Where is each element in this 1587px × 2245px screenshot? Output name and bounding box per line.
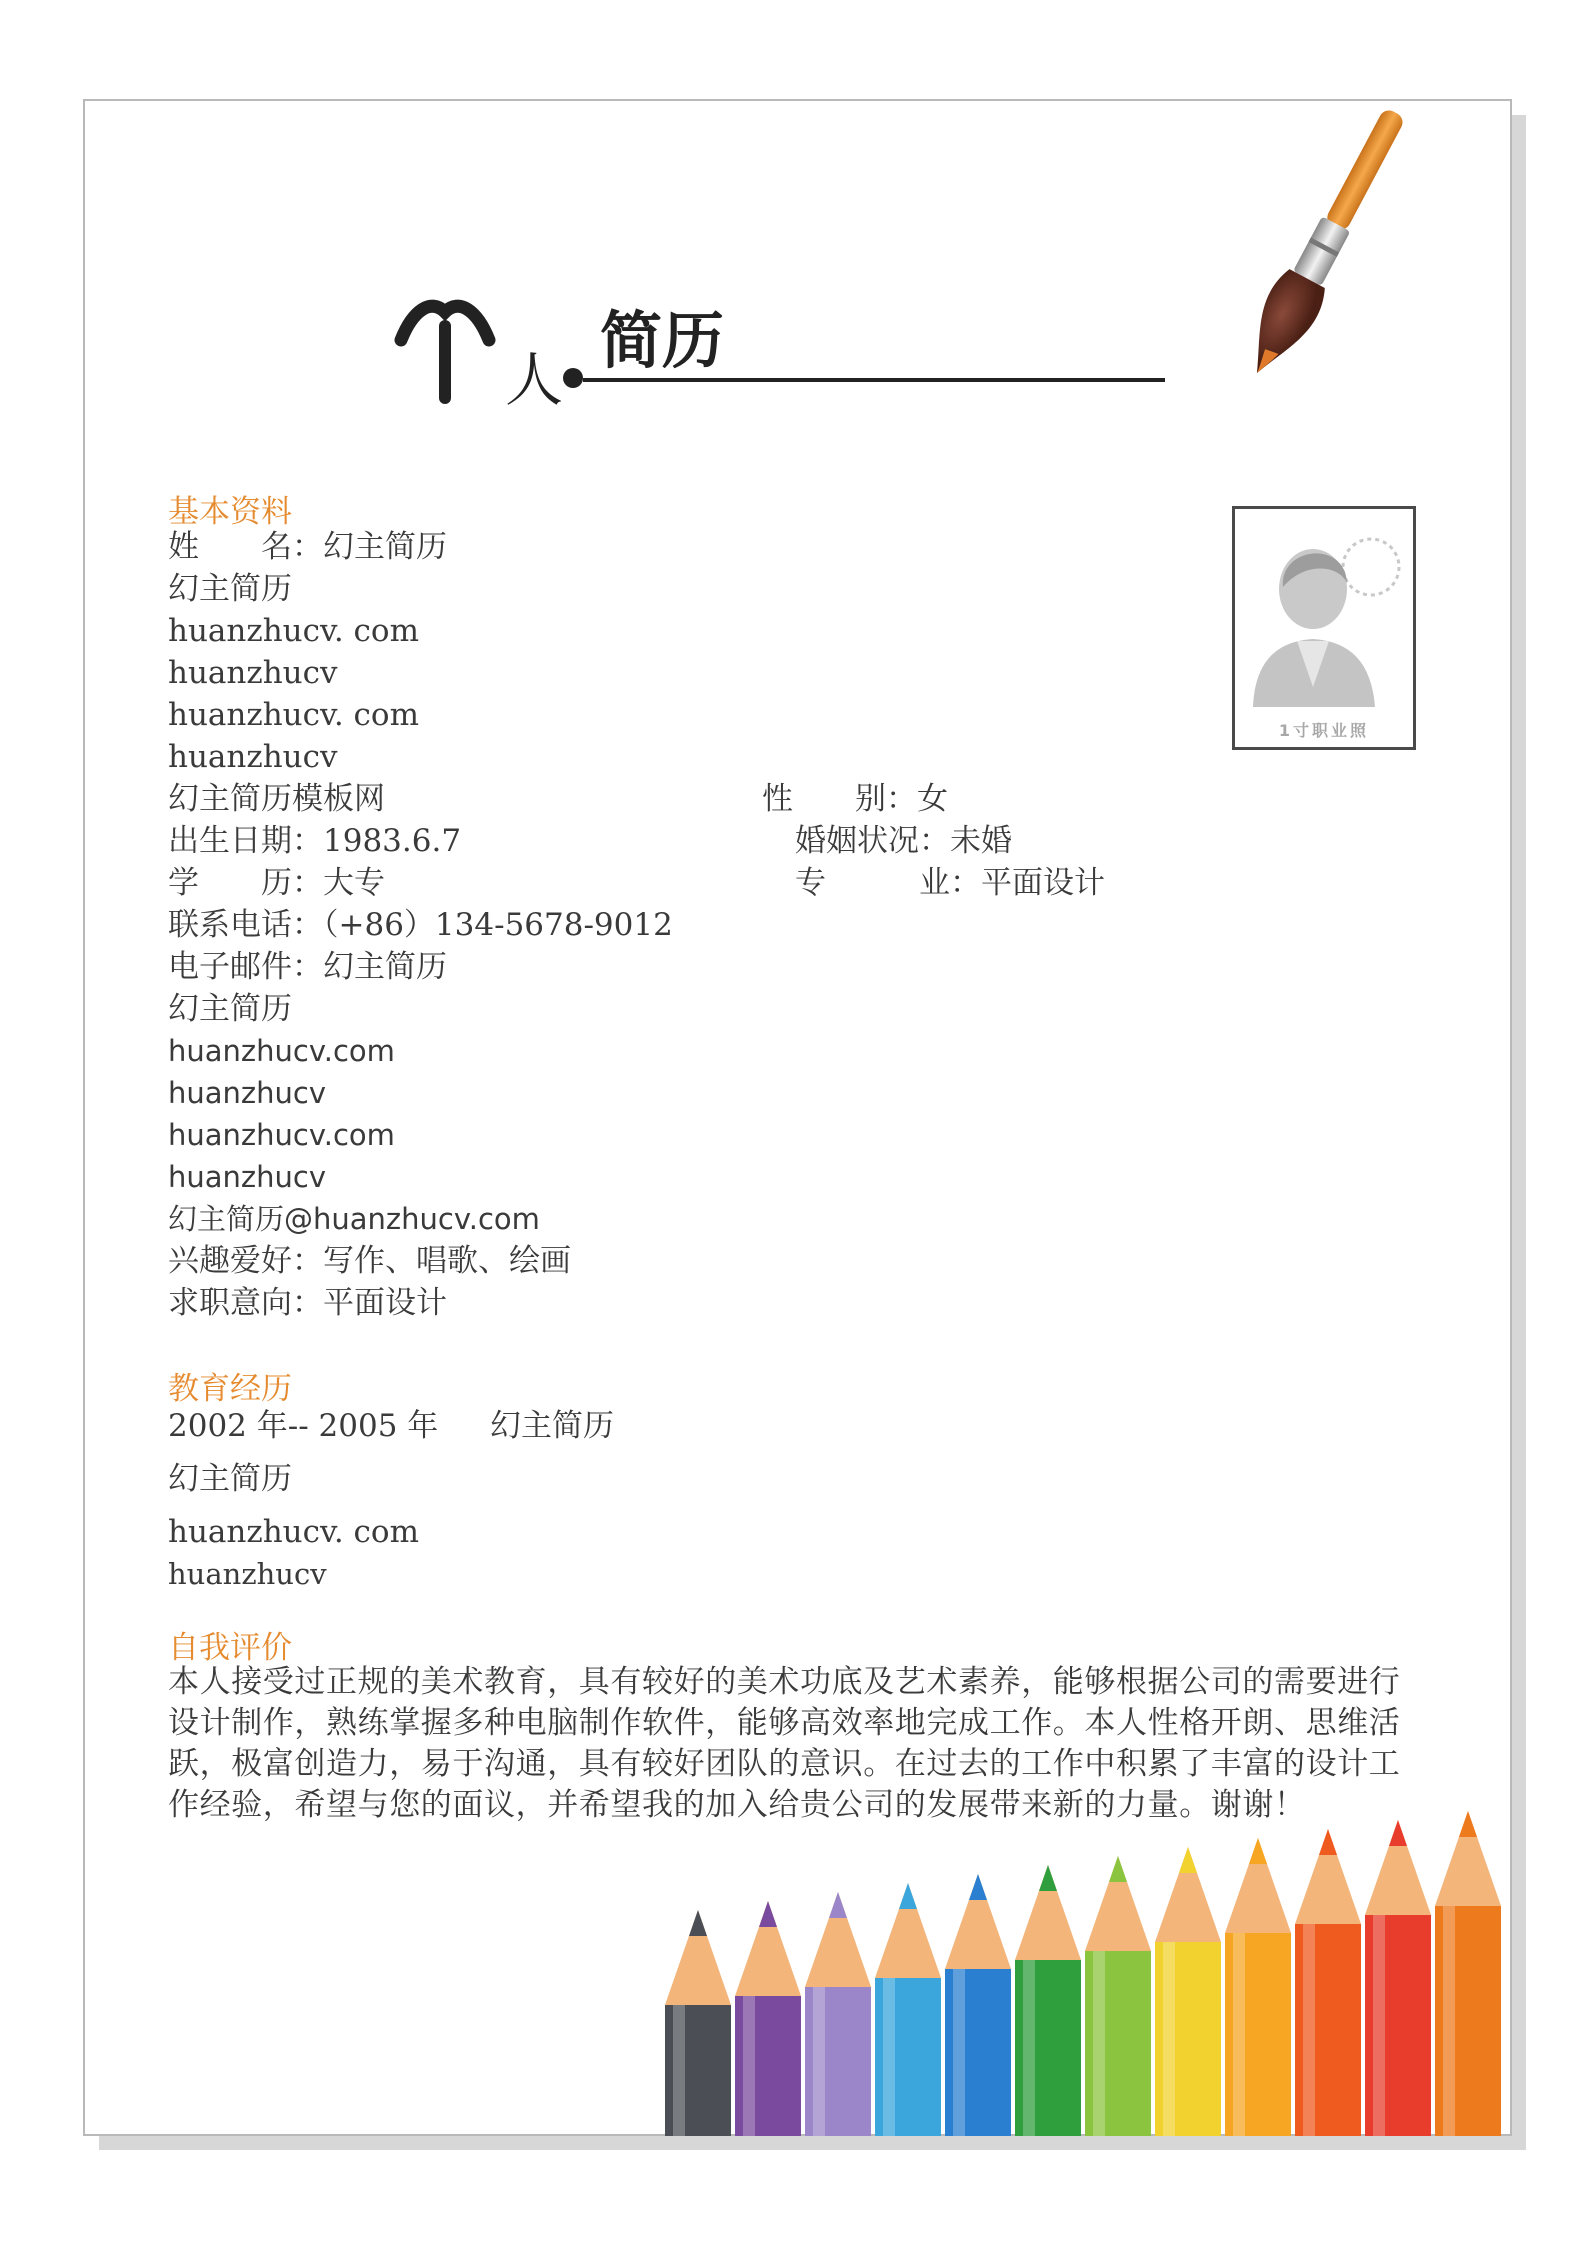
pencil [945, 1874, 1011, 2136]
education-school: 幻主简历 [490, 1408, 614, 1444]
title-ge: 个 [395, 280, 396, 281]
email-line: huanzhucv [168, 1160, 326, 1194]
email-line: 幻主简历 [168, 991, 292, 1027]
phone-field: 联系电话：（+86）134-5678-9012 [168, 907, 673, 943]
basic-line: huanzhucv. com [168, 697, 419, 733]
pencil [1085, 1856, 1151, 2136]
pencil [1225, 1838, 1291, 2136]
pencil [735, 1901, 801, 2136]
pencil [1015, 1865, 1081, 2136]
photo-placeholder [1232, 506, 1416, 750]
avatar-placeholder-icon [1235, 517, 1413, 717]
self-eval-line: 作经验，希望与您的面议，并希望我的加入给贵公司的发展带来新的力量。谢谢！ [168, 1787, 1306, 1823]
self-eval-line: 设计制作，熟练掌握多种电脑制作软件，能够高效率地完成工作。本人性格开朗、思维活 [168, 1705, 1401, 1741]
paper-shadow [99, 2136, 1526, 2150]
intention-field: 求职意向：平面设计 [168, 1285, 447, 1321]
pencil [665, 1910, 731, 2136]
basic-line: huanzhucv [168, 739, 338, 775]
colored-pencils-illustration [655, 1800, 1512, 2136]
section-heading-self-eval: 自我评价 [168, 1630, 292, 1666]
self-eval-line: 跃，极富创造力，易于沟通，具有较好团队的意识。在过去的工作中积累了丰富的设计工 [168, 1746, 1401, 1782]
section-heading-basic: 基本资料 [168, 494, 292, 530]
education-line: huanzhucv. com [168, 1514, 419, 1550]
basic-line: 幻主简历模板网 [168, 781, 385, 817]
pencil [805, 1892, 871, 2136]
pencil [1365, 1820, 1431, 2136]
email-line: 幻主简历@huanzhucv.com [168, 1202, 540, 1236]
section-heading-education: 教育经历 [168, 1371, 292, 1407]
pencil [875, 1883, 941, 2136]
pencil [1155, 1847, 1221, 2136]
photo-label: 1寸职业照 [1278, 721, 1370, 740]
hobbies-field: 兴趣爱好：写作、唱歌、绘画 [168, 1243, 571, 1279]
education-cut-line [168, 1557, 568, 1591]
gender-field: 性 别：女 [762, 781, 948, 817]
email-line: huanzhucv [168, 1076, 326, 1110]
education-period: 2002 年-- 2005 年 [168, 1408, 439, 1444]
name-line: 姓 名：幻主简历 [168, 529, 447, 565]
self-eval-line: 本人接受过正规的美术教育，具有较好的美术功底及艺术素养，能够根据公司的需要进行 [168, 1664, 1401, 1700]
basic-line: huanzhucv [168, 655, 338, 691]
email-line: huanzhucv.com [168, 1034, 395, 1068]
email-line: huanzhucv.com [168, 1118, 395, 1152]
resume-title [395, 280, 1175, 414]
title-jianli: 简历 [600, 304, 725, 377]
title-ren: 人 [505, 346, 564, 414]
birth-field: 出生日期：1983.6.7 [168, 823, 462, 859]
major-field: 专 业：平面设计 [795, 865, 1105, 901]
education-line: 幻主简历 [168, 1461, 292, 1497]
email-field: 电子邮件：幻主简历 [168, 949, 447, 985]
pencil [1295, 1829, 1361, 2136]
marital-field: 婚姻状况：未婚 [795, 823, 1012, 859]
paper-shadow [1512, 115, 1526, 2150]
basic-line: huanzhucv. com [168, 613, 419, 649]
paintbrush-icon [1225, 95, 1425, 400]
basic-line: 幻主简历 [168, 571, 292, 607]
pencil [1435, 1811, 1501, 2136]
education-field: 学 历：大专 [168, 865, 385, 901]
education-cut-text: huanzhucv [168, 1557, 327, 1591]
